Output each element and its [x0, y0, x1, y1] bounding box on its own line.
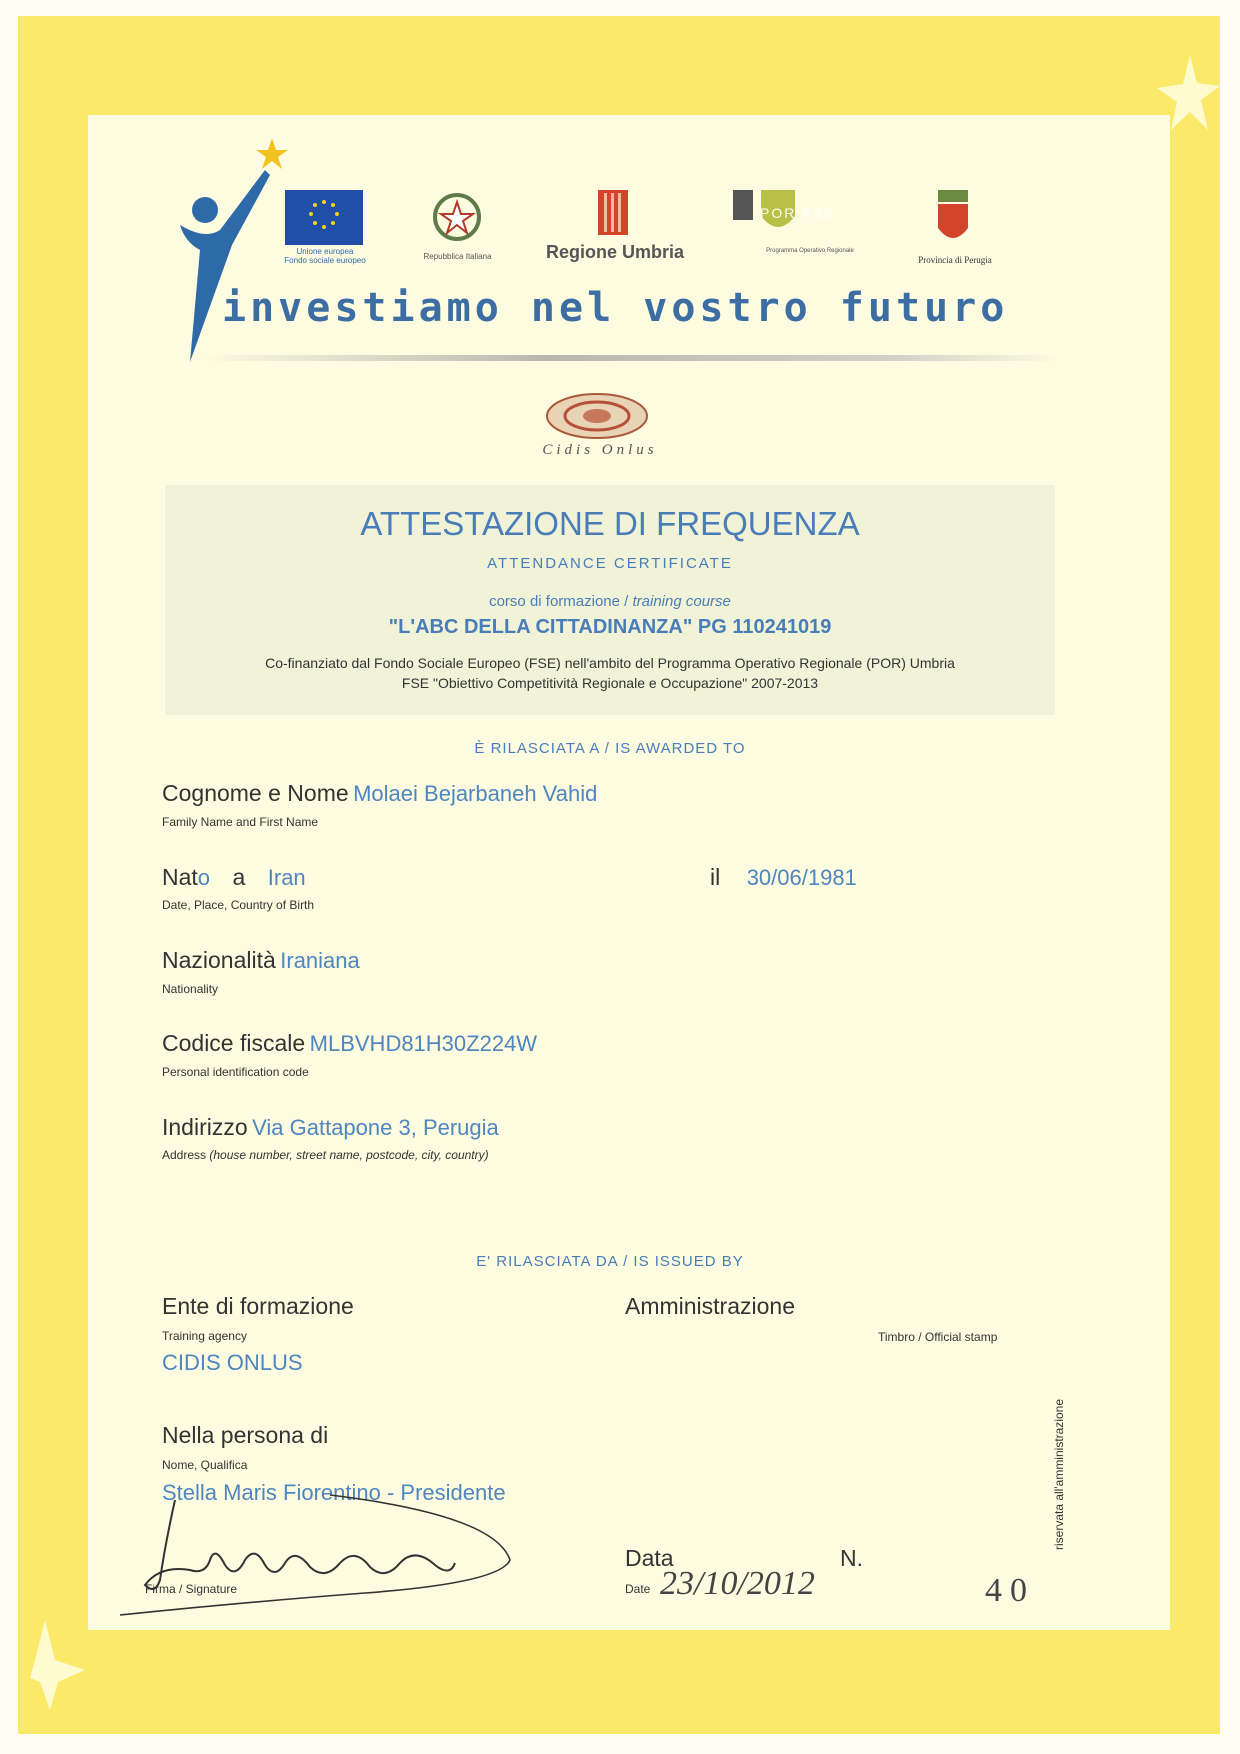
- agency-label: Ente di formazione: [162, 1293, 354, 1319]
- born-row: [162, 864, 306, 891]
- born-sub: Date, Place, Country of Birth: [162, 898, 315, 912]
- tax-sub: Personal identification code: [162, 1065, 309, 1079]
- tax-value: MLBVHD81H30Z224W: [309, 1031, 538, 1056]
- slogan-underline: [200, 355, 1060, 361]
- address-label: Indirizzo: [162, 1114, 248, 1140]
- date-label: Data: [625, 1545, 674, 1571]
- cidis-logo-icon: [545, 392, 650, 440]
- name-value: Molaei Bejarbaneh Vahid: [353, 781, 598, 806]
- nationality-value: Iraniana: [280, 948, 360, 973]
- admin-label: Amministrazione: [625, 1293, 795, 1319]
- course-label: [165, 593, 1055, 610]
- umbria-text: Regione Umbria: [545, 242, 685, 262]
- cidis-logo-text: Cidis Onlus: [542, 442, 658, 458]
- born-il: il: [710, 864, 721, 890]
- name-sub: Family Name and First Name: [162, 815, 319, 829]
- awarded-heading: È RILASCIATA A / IS AWARDED TO: [474, 740, 746, 757]
- born-a: a: [232, 864, 246, 890]
- star-icon-bottom-left: [30, 1620, 120, 1710]
- reserved-text: riservata all'amministrazione: [1052, 1398, 1066, 1550]
- born-label: Nat: [162, 864, 198, 890]
- por-fse-text: POR FSE: [760, 205, 836, 221]
- person-value: Stella Maris Fiorentino - Presidente: [162, 1480, 506, 1505]
- funding-line-2: FSE "Obiettivo Competitività Regionale e Occupazione" 2007-2013: [401, 675, 819, 691]
- address-value: Via Gattapone 3, Perugia: [252, 1115, 499, 1140]
- name-row: [162, 780, 597, 807]
- tax-label: Codice fiscale: [162, 1030, 306, 1056]
- italy-emblem-icon: [432, 190, 482, 248]
- address-sub-label: Address: [162, 1148, 207, 1162]
- born-suffix: o: [197, 865, 211, 890]
- por-sub: Programma Operativo Regionale: [766, 248, 854, 254]
- person-label: Nella persona di: [162, 1422, 329, 1448]
- slogan-text: investiamo nel vostro futuro: [222, 285, 1009, 331]
- course-name: "L'ABC DELLA CITTADINANZA" PG 110241019: [388, 616, 832, 638]
- nationality-row: [162, 947, 360, 974]
- perugia-crest-icon: [933, 190, 973, 248]
- italy-caption: Repubblica Italiana: [423, 252, 492, 261]
- funding-line-1: Co-finanziato dal Fondo Sociale Europeo (FSE) nell'ambito del Programma Operativo Regionale (POR) Umbria: [265, 655, 955, 671]
- stamp-label: Timbro / Official stamp: [878, 1330, 998, 1344]
- nationality-label: Nazionalità: [162, 947, 276, 973]
- person-sub: Nome, Qualifica: [162, 1458, 248, 1472]
- signature-label: Firma / Signature: [145, 1582, 238, 1596]
- address-row: [162, 1114, 499, 1141]
- course-label-it: corso di formazione /: [489, 593, 629, 610]
- nationality-sub: Nationality: [162, 982, 219, 996]
- perugia-caption: Provincia di Perugia: [918, 255, 992, 265]
- date-sub: Date: [625, 1582, 651, 1596]
- certificate-title: ATTESTAZIONE DI FREQUENZA: [360, 505, 860, 542]
- umbria-logo-icon: [598, 190, 628, 235]
- agency-value: CIDIS ONLUS: [162, 1350, 303, 1375]
- eu-flag-icon: [285, 190, 363, 245]
- signature-image: [115, 1485, 535, 1620]
- number-value-handwritten: 40: [985, 1572, 1035, 1609]
- issued-heading: E' RILASCIATA DA / IS ISSUED BY: [476, 1253, 744, 1270]
- agency-sub: Training agency: [162, 1329, 247, 1343]
- eu-caption: Unione europea Fondo sociale europeo: [284, 247, 366, 265]
- course-label-en: training course: [632, 593, 731, 610]
- born-place: Iran: [267, 865, 306, 890]
- address-sub-detail: (house number, street name, postcode, city, country): [209, 1148, 489, 1162]
- born-date: 30/06/1981: [746, 865, 857, 890]
- number-label: N.: [840, 1545, 863, 1571]
- name-label: Cognome e Nome: [162, 780, 349, 806]
- certificate-subtitle: ATTENDANCE CERTIFICATE: [487, 555, 733, 572]
- born-date-row: [710, 864, 857, 891]
- address-sub: [162, 1148, 489, 1162]
- tax-row: [162, 1030, 537, 1057]
- date-value-handwritten: 23/10/2012: [660, 1565, 815, 1602]
